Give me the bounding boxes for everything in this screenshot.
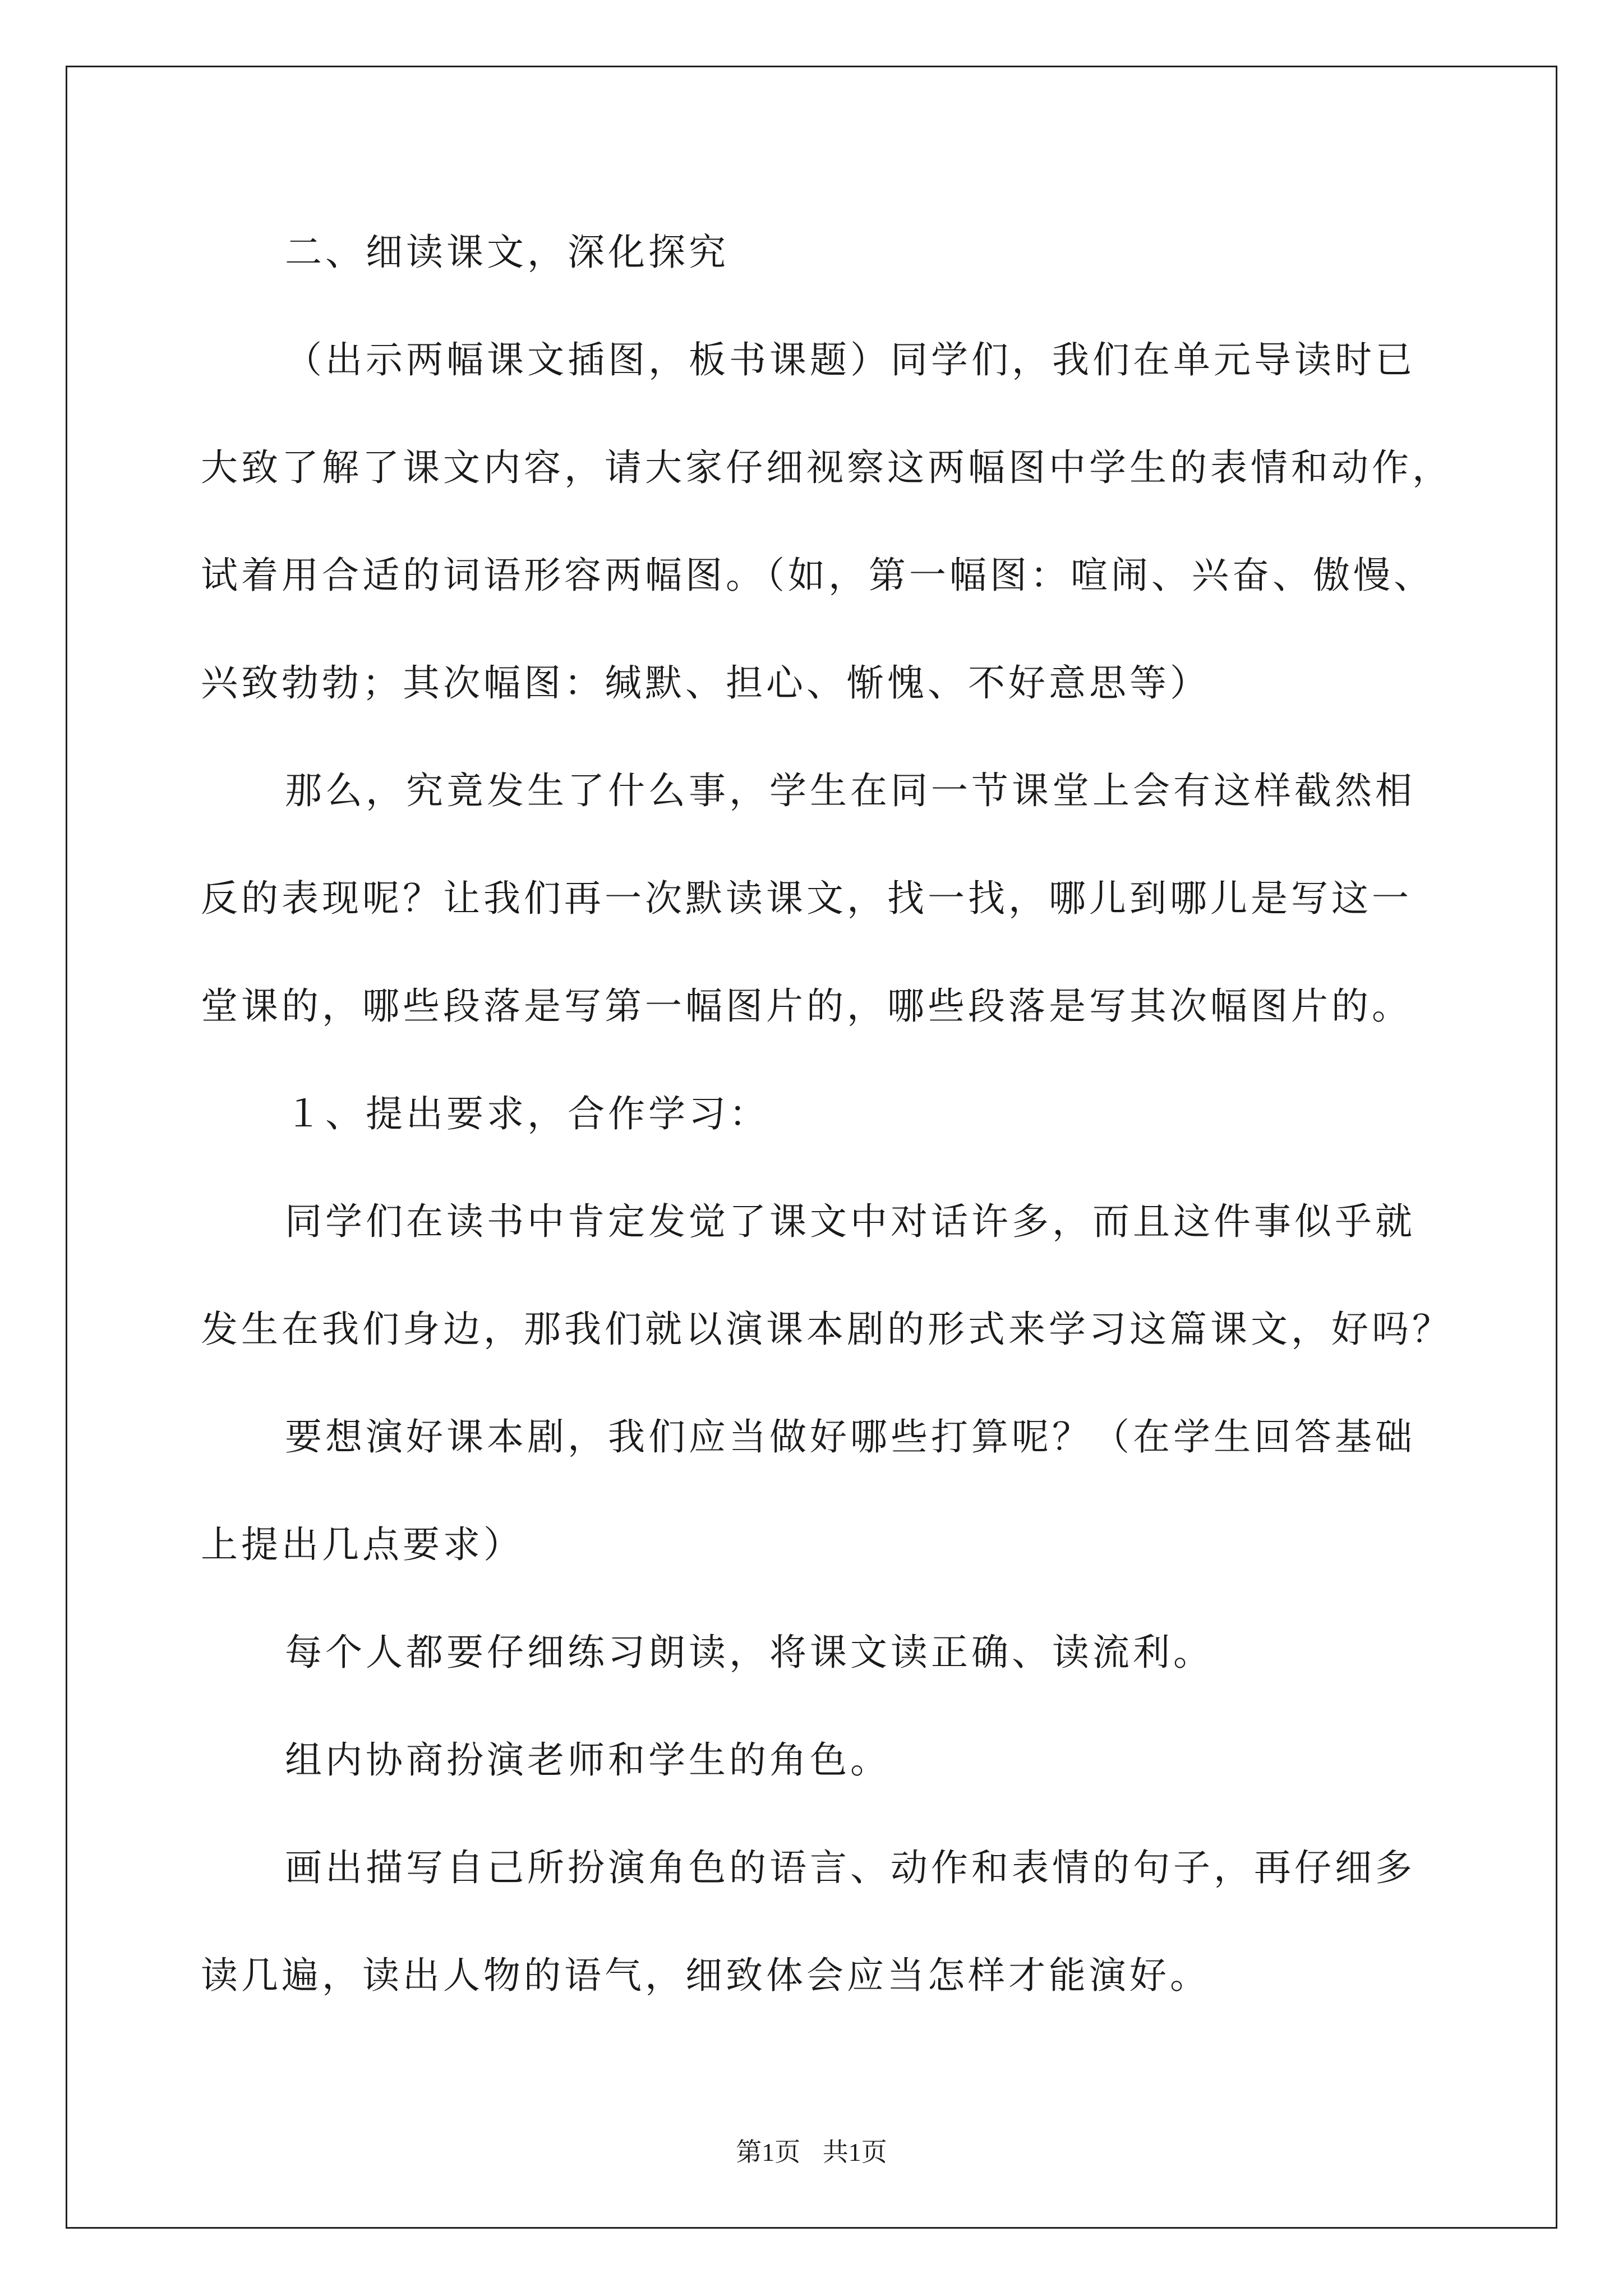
page-total: 共1页 — [822, 2138, 887, 2166]
paragraph-line: 读几遍，读出人物的语气，细致体会应当怎样才能演好。 — [201, 1954, 1210, 1997]
paragraph-line: 堂课的，哪些段落是写第一幅图片的，哪些段落是写其次幅图片的。 — [201, 984, 1412, 1028]
paragraph-line: 组内协商扮演老师和学生的角色。 — [285, 1738, 891, 1782]
paragraph-line: 那么，究竟发生了什么事，学生在同一节课堂上会有这样截然相 — [285, 769, 1415, 812]
page-number: 第1页 — [736, 2138, 801, 2166]
document-body — [201, 219, 1453, 2050]
paragraph-line: 要想演好课本剧，我们应当做好哪些打算呢？（在学生回答基础 — [285, 1415, 1415, 1458]
paragraph-line: 试着用合适的词语形容两幅图。（如，第一幅图：喧闹、兴奋、傲慢、 — [201, 554, 1434, 597]
section-heading: 二、细读课文，深化探究 — [285, 231, 729, 274]
paragraph-line: 发生在我们身边，那我们就以演课本剧的形式来学习这篇课文，好吗？ — [201, 1308, 1453, 1351]
paragraph-line: （出示两幅课文插图，板书课题）同学们，我们在单元导读时已 — [285, 338, 1415, 381]
paragraph-line: 大致了解了课文内容，请大家仔细视察这两幅图中学生的表情和动作， — [201, 446, 1453, 489]
paragraph-line: 上提出几点要求） — [201, 1523, 524, 1566]
page-footer — [0, 2132, 1623, 2169]
paragraph-line: 兴致勃勃；其次幅图：缄默、担心、惭愧、不好意思等） — [201, 661, 1210, 705]
paragraph-line: 同学们在读书中肯定发觉了课文中对话许多，而且这件事似乎就 — [285, 1200, 1415, 1243]
paragraph-line: 反的表现呢？让我们再一次默读课文，找一找，哪儿到哪儿是写这一 — [201, 877, 1412, 920]
paragraph-line: 画出描写自己所扮演角色的语言、动作和表情的句子，再仔细多 — [285, 1846, 1415, 1889]
subsection-heading: １、提出要求，合作学习： — [285, 1092, 769, 1135]
paragraph-line: 每个人都要仔细练习朗读，将课文读正确、读流利。 — [285, 1631, 1214, 1674]
